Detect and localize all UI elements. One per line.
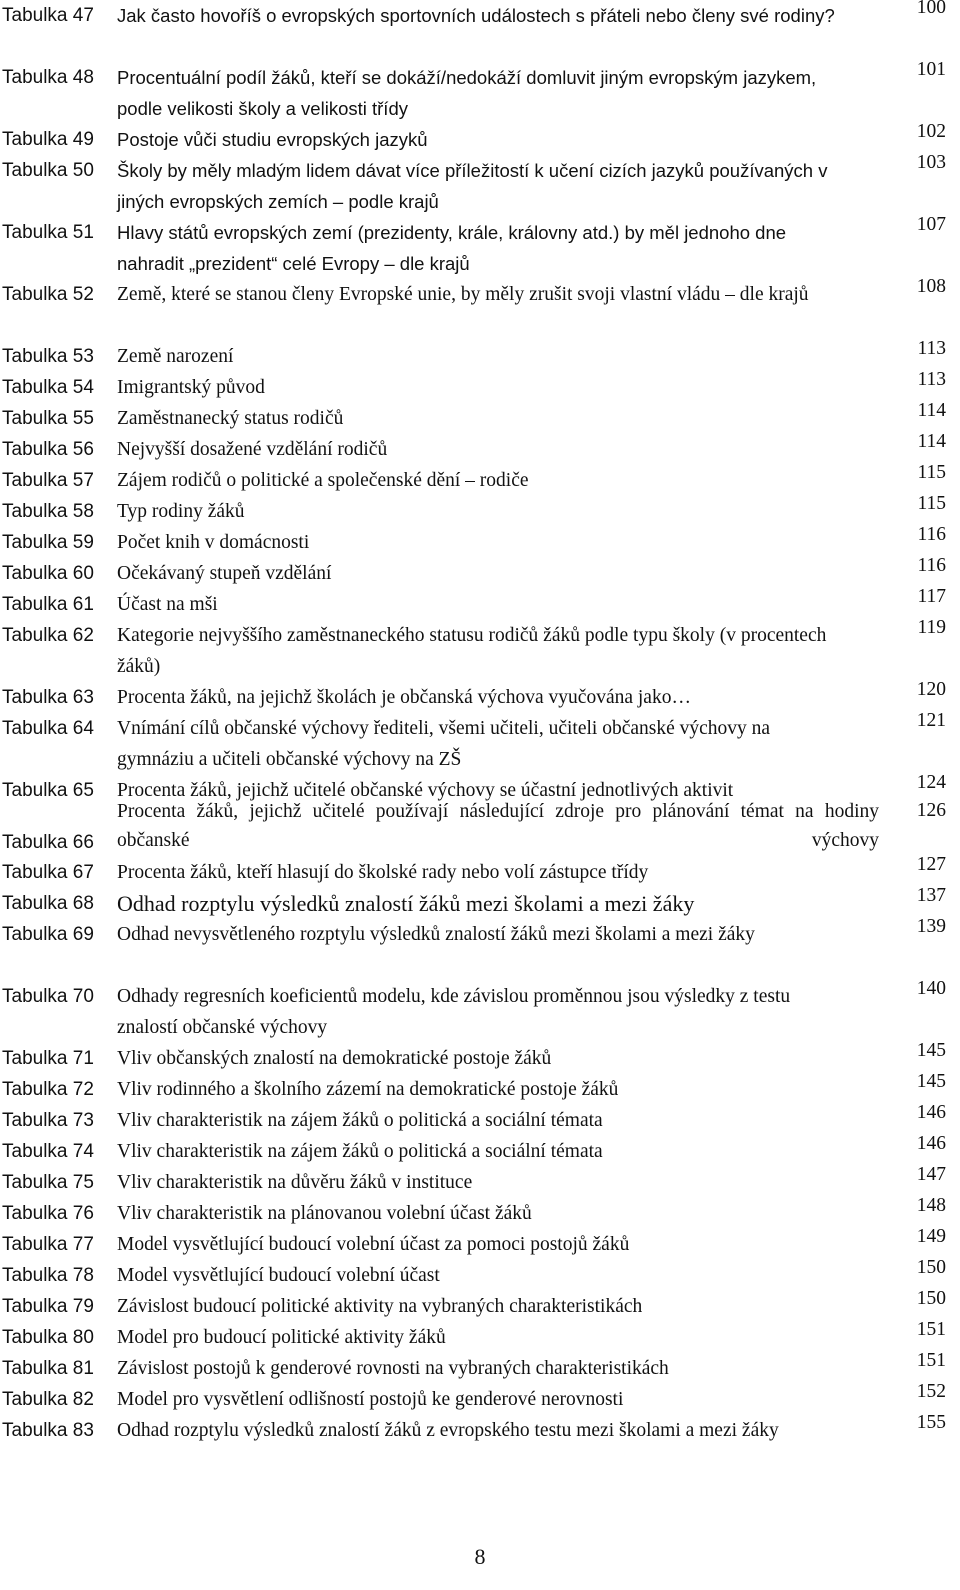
table-title: Model pro vysvětlení odlišností postojů ke genderové nerovnosti — [117, 1389, 624, 1410]
page-number: 114 — [917, 400, 946, 421]
table-label: Tabulka 58 — [2, 501, 94, 522]
table-label: Tabulka 72 — [2, 1079, 94, 1100]
table-label: Tabulka 78 — [2, 1265, 94, 1286]
page-number: 140 — [916, 978, 946, 999]
page-number: 145 — [916, 1071, 946, 1092]
table-label: Tabulka 53 — [2, 346, 94, 367]
footer-page-number: 8 — [474, 1544, 486, 1569]
page-number: 124 — [916, 772, 946, 793]
table-title: Procenta žáků, jejichž učitelé občanské výchovy se účastní jednotlivých aktivit — [117, 780, 734, 801]
table-title: Odhady regresních koeficientů modelu, kde závislou proměnnou jsou výsledky z testu znalostí občanské výchovy — [117, 986, 791, 1038]
table-label: Tabulka 83 — [2, 1420, 94, 1441]
table-title: Závislost budoucí politické aktivity na vybraných charakteristikách — [117, 1296, 643, 1317]
table-label: Tabulka 74 — [2, 1141, 94, 1162]
table-label: Tabulka 69 — [2, 924, 94, 945]
page-number: 145 — [916, 1040, 946, 1061]
table-label: Tabulka 59 — [2, 532, 94, 553]
table-title: Procenta žáků, kteří hlasují do školské rady nebo volí zástupce třídy — [117, 862, 649, 883]
page-number: 120 — [916, 679, 946, 700]
table-title: Účast na mši — [117, 594, 218, 615]
table-title: Odhad rozptylu výsledků znalostí žáků z evropského testu mezi školami a mezi žáky — [117, 1420, 779, 1441]
table-title: Model vysvětlující budoucí volební účast — [117, 1265, 440, 1286]
table-title: Vnímání cílů občanské výchovy řediteli, všemi učiteli, učiteli občanské výchovy na gymnáziu a učiteli občanské výchovy na ZŠ — [117, 718, 771, 770]
table-label: Tabulka 68 — [2, 893, 94, 914]
page-number: 121 — [916, 710, 946, 731]
page-number: 114 — [917, 431, 946, 452]
table-label: Tabulka 48 — [2, 67, 94, 88]
page-number: 103 — [916, 152, 946, 173]
table-label: Tabulka 57 — [2, 470, 94, 491]
table-title: Nejvyšší dosažené vzdělání rodičů — [117, 439, 388, 460]
table-title: Vliv občanských znalostí na demokratické postoje žáků — [117, 1048, 552, 1069]
table-label: Tabulka 71 — [2, 1048, 94, 1069]
table-title: Model pro budoucí politické aktivity žáků — [117, 1327, 446, 1348]
table-title: Očekávaný stupeň vzdělání — [117, 563, 332, 584]
table-title: Zaměstnanecký status rodičů — [117, 408, 344, 429]
table-label: Tabulka 63 — [2, 687, 94, 708]
page-number: 150 — [916, 1257, 946, 1278]
table-title: Imigrantský původ — [117, 377, 265, 398]
table-label: Tabulka 51 — [2, 222, 94, 243]
table-title: Odhad rozptylu výsledků znalostí žáků mezi školami a mezi žáky — [117, 891, 695, 916]
table-label: Tabulka 65 — [2, 780, 94, 801]
table-label: Tabulka 75 — [2, 1172, 94, 1193]
page-number: 155 — [916, 1412, 946, 1433]
page-number: 100 — [916, 0, 946, 18]
page-number: 150 — [916, 1288, 946, 1309]
table-label: Tabulka 76 — [2, 1203, 94, 1224]
page-number: 147 — [916, 1164, 946, 1185]
page-number: 116 — [917, 555, 946, 576]
table-title: Vliv charakteristik na zájem žáků o politická a sociální témata — [117, 1141, 603, 1162]
table-title: Země narození — [117, 346, 234, 367]
table-title: Hlavy států evropských zemí (prezidenty, krále, královny atd.) by měl jednoho dne nahradit „prezident“ celé Evropy – dle krajů — [117, 222, 787, 274]
table-title: Země, které se stanou členy Evropské unie, by měly zrušit svoji vlastní vládu – dle krajů — [117, 284, 809, 305]
table-label: Tabulka 64 — [2, 718, 94, 739]
table-label: Tabulka 70 — [2, 986, 94, 1007]
table-title: Model vysvětlující budoucí volební účast za pomoci postojů žáků — [117, 1234, 630, 1255]
table-title: Procenta žáků, na jejichž školách je občanská výchova vyučována jako… — [117, 687, 691, 708]
table-label: Tabulka 79 — [2, 1296, 94, 1317]
page-number: 148 — [916, 1195, 946, 1216]
table-label: Tabulka 60 — [2, 563, 94, 584]
page-number: 115 — [917, 493, 946, 514]
page-number: 146 — [916, 1133, 946, 1154]
page-number: 126 — [916, 800, 946, 821]
table-label: Tabulka 61 — [2, 594, 94, 615]
table-title: Procentuální podíl žáků, kteří se dokáží/nedokáží domluvit jiným evropským jazykem, podle velikosti školy a velikosti třídy — [117, 67, 817, 119]
page-number: 115 — [917, 462, 946, 483]
page-number: 108 — [916, 276, 946, 297]
table-label: Tabulka 77 — [2, 1234, 94, 1255]
page-number: 117 — [917, 586, 946, 607]
table-label: Tabulka 47 — [2, 5, 94, 26]
table-label: Tabulka 67 — [2, 862, 94, 883]
table-label: Tabulka 80 — [2, 1327, 94, 1348]
page-number: 139 — [916, 916, 946, 937]
table-title: Jak často hovoříš o evropských sportovních událostech s přáteli nebo členy své rodiny? — [117, 5, 835, 26]
table-title: Vliv charakteristik na zájem žáků o politická a sociální témata — [117, 1110, 603, 1131]
page-number: 152 — [916, 1381, 946, 1402]
page-number: 151 — [916, 1350, 946, 1371]
table-title: Počet knih v domácnosti — [117, 532, 310, 553]
table-label: Tabulka 82 — [2, 1389, 94, 1410]
page-number: 101 — [916, 59, 946, 80]
table-title: Postoje vůči studiu evropských jazyků — [117, 129, 428, 150]
page-number: 102 — [916, 121, 946, 142]
table-label: Tabulka 50 — [2, 160, 94, 181]
table-title: Procenta žáků, jejichž učitelé používají následující zdroje pro plánování témat na hodiny občanské výchovy — [117, 801, 879, 851]
table-label: Tabulka 66 — [2, 832, 94, 853]
table-title: Závislost postojů k genderové rovnosti na vybraných charakteristikách — [117, 1358, 669, 1379]
table-label: Tabulka 56 — [2, 439, 94, 460]
table-label: Tabulka 73 — [2, 1110, 94, 1131]
table-title: Vliv charakteristik na důvěru žáků v instituce — [117, 1172, 473, 1193]
table-title: Školy by měly mladým lidem dávat více příležitostí k učení cizích jazyků používaných v jiných evropských zemích – podle krajů — [117, 160, 828, 212]
table-title: Vliv charakteristik na plánovanou volební účast žáků — [117, 1203, 532, 1224]
page-number: 113 — [917, 369, 946, 390]
table-label: Tabulka 54 — [2, 377, 94, 398]
page-number: 151 — [916, 1319, 946, 1340]
table-title: Zájem rodičů o politické a společenské dění – rodiče — [117, 470, 529, 491]
table-label: Tabulka 52 — [2, 284, 94, 305]
page-number: 119 — [917, 617, 946, 638]
table-title: Kategorie nejvyššího zaměstnaneckého statusu rodičů žáků podle typu školy (v procentech žáků) — [117, 625, 827, 677]
table-label: Tabulka 55 — [2, 408, 94, 429]
page-number: 116 — [917, 524, 946, 545]
table-title: Typ rodiny žáků — [117, 501, 245, 522]
page-number: 146 — [916, 1102, 946, 1123]
table-label: Tabulka 62 — [2, 625, 94, 646]
table-title: Odhad nevysvětleného rozptylu výsledků znalostí žáků mezi školami a mezi žáky — [117, 924, 755, 945]
table-label: Tabulka 49 — [2, 129, 94, 150]
page-number: 137 — [916, 885, 946, 906]
page-number: 149 — [916, 1226, 946, 1247]
table-title: Vliv rodinného a školního zázemí na demokratické postoje žáků — [117, 1079, 619, 1100]
page-number: 127 — [916, 854, 946, 875]
table-label: Tabulka 81 — [2, 1358, 94, 1379]
page-number: 113 — [917, 338, 946, 359]
page-number: 107 — [916, 214, 946, 235]
